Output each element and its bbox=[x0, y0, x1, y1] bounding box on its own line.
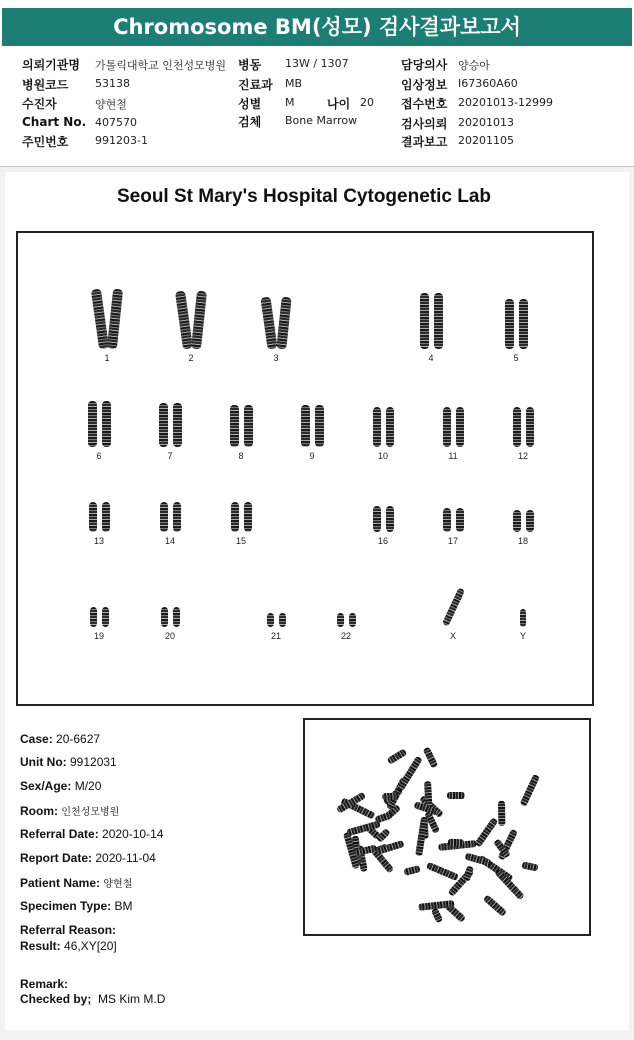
unit-no-value: 9912031 bbox=[70, 755, 117, 769]
metaphase-chromosome bbox=[521, 862, 538, 872]
metaphase-chromosome bbox=[483, 895, 507, 917]
chromosome-label-19: 19 bbox=[93, 631, 104, 641]
metaphase-chromosome bbox=[495, 868, 526, 900]
info-value-department: MB bbox=[285, 77, 303, 90]
metaphase-chromosome bbox=[430, 907, 443, 923]
info-value-sex: M bbox=[285, 96, 295, 109]
result-label: Result: bbox=[20, 939, 61, 953]
info-value-accession: 20201013-12999 bbox=[458, 96, 553, 109]
chromosome-label-15: 15 bbox=[235, 536, 246, 546]
room-label: Room: bbox=[20, 804, 58, 818]
referral-date-value: 2020-10-14 bbox=[102, 827, 164, 841]
chromosome-label-6: 6 bbox=[96, 451, 102, 461]
info-label-report-date: 결과보고 bbox=[401, 135, 448, 149]
chromosome-label-20: 20 bbox=[164, 631, 175, 641]
metaphase-chromosome bbox=[403, 865, 420, 876]
info-label-age: 나이 bbox=[327, 97, 351, 111]
room-row bbox=[20, 803, 119, 818]
patient-info-panel bbox=[0, 48, 634, 167]
info-value-ward: 13W / 1307 bbox=[285, 57, 349, 70]
metaphase-chromosome bbox=[498, 800, 505, 826]
chromosome-X-1 bbox=[441, 587, 464, 626]
chromosome-5-2 bbox=[519, 299, 528, 349]
metaphase-chromosome bbox=[447, 792, 465, 799]
chromosome-10-2 bbox=[386, 407, 394, 447]
unit-no-label: Unit No: bbox=[20, 755, 67, 769]
info-label-department: 진료과 bbox=[238, 78, 273, 92]
info-value-report-date: 20201105 bbox=[458, 134, 514, 147]
chromosome-4-1 bbox=[420, 293, 429, 349]
chromosome-7-2 bbox=[173, 403, 182, 447]
remark-row bbox=[20, 977, 68, 991]
chromosome-label-17: 17 bbox=[447, 536, 458, 546]
metaphase-spread-image bbox=[303, 718, 591, 936]
info-value-specimen: Bone Marrow bbox=[285, 114, 358, 127]
info-value-request-date: 20201013 bbox=[458, 116, 514, 129]
checked-by-row bbox=[20, 992, 165, 1006]
chromosome-7-1 bbox=[159, 403, 168, 447]
chromosome-2-1 bbox=[175, 291, 193, 350]
chromosome-22-1 bbox=[337, 613, 344, 627]
chromosome-9-1 bbox=[301, 405, 310, 447]
chromosome-14-1 bbox=[160, 502, 168, 532]
metaphase-chromosome bbox=[426, 861, 459, 880]
case-value: 20-6627 bbox=[56, 732, 101, 746]
chromosome-label-12: 12 bbox=[517, 451, 528, 461]
patient-name-row bbox=[20, 875, 132, 890]
lab-title: Seoul St Mary's Hospital Cytogenetic Lab bbox=[116, 186, 492, 207]
info-label-sex: 성별 bbox=[238, 97, 262, 111]
chromosome-label-9: 9 bbox=[309, 451, 315, 461]
chromosome-17-1 bbox=[443, 508, 451, 532]
chromosome-label-5: 5 bbox=[513, 353, 519, 363]
chromosome-22-2 bbox=[349, 613, 356, 627]
chromosome-17-2 bbox=[456, 508, 464, 532]
report-date-label: Report Date: bbox=[20, 851, 93, 865]
patient-name-label: Patient Name: bbox=[20, 876, 101, 890]
info-value-chart-no: 407570 bbox=[95, 116, 137, 129]
info-value-patient: 양현철 bbox=[95, 98, 127, 111]
chromosome-label-X: X bbox=[449, 631, 456, 641]
info-label-hospital-code: 병원코드 bbox=[22, 78, 69, 92]
case-row bbox=[20, 732, 100, 746]
info-value-doctor: 양승아 bbox=[458, 59, 490, 72]
info-label-clinical: 임상정보 bbox=[401, 78, 448, 92]
room-value: 인천성모병원 bbox=[61, 807, 120, 818]
report-date-value: 2020-11-04 bbox=[95, 851, 156, 865]
chromosome-10-1 bbox=[373, 407, 381, 447]
chromosome-label-22: 22 bbox=[340, 631, 351, 641]
info-label-chart-no: Chart No. bbox=[22, 115, 87, 129]
chromosome-label-18: 18 bbox=[517, 536, 528, 546]
chromosome-15-1 bbox=[231, 502, 239, 532]
chromosome-18-1 bbox=[513, 510, 521, 532]
referral-date-row bbox=[20, 827, 163, 841]
chromosome-1-2 bbox=[106, 289, 122, 350]
report-date-row bbox=[20, 851, 156, 865]
chromosome-21-2 bbox=[279, 613, 286, 627]
result-value: 46,XY[20] bbox=[64, 939, 117, 953]
cytogenetic-report bbox=[5, 172, 629, 1030]
chromosome-6-1 bbox=[88, 401, 97, 447]
chromosome-label-3: 3 bbox=[273, 353, 279, 363]
chromosome-15-2 bbox=[244, 502, 252, 532]
metaphase-chromosome bbox=[448, 839, 464, 847]
info-value-institution: 가톨릭대학교 인천성모병원 bbox=[95, 59, 227, 72]
metaphase-chromosome bbox=[376, 828, 391, 843]
info-label-specimen: 검체 bbox=[238, 115, 262, 129]
remark-label: Remark: bbox=[20, 977, 69, 991]
metaphase-chromosome bbox=[465, 853, 492, 867]
info-value-clinical: I67360A60 bbox=[458, 77, 518, 90]
specimen-type-label: Specimen Type: bbox=[20, 899, 112, 913]
chromosome-2-2 bbox=[190, 291, 206, 350]
chromosome-20-1 bbox=[161, 607, 168, 627]
chromosome-label-2: 2 bbox=[188, 353, 194, 363]
metaphase-chromosome bbox=[387, 748, 408, 764]
chromosome-21-1 bbox=[267, 613, 274, 627]
result-row bbox=[20, 939, 117, 953]
chromosome-5-1 bbox=[505, 299, 514, 349]
referral-reason-label: Referral Reason: bbox=[20, 923, 117, 937]
chromosome-3-2 bbox=[276, 297, 291, 350]
info-label-resident-no: 주민번호 bbox=[22, 135, 69, 149]
report-title: Chromosome BM(성모) 검사결과보고서 bbox=[2, 8, 632, 46]
sex-age-label: Sex/Age: bbox=[20, 779, 72, 793]
chromosome-8-2 bbox=[244, 405, 253, 447]
referral-date-label: Referral Date: bbox=[20, 827, 99, 841]
chromosome-label-13: 13 bbox=[93, 536, 104, 546]
chromosome-19-2 bbox=[102, 607, 109, 627]
metaphase-chromosome bbox=[520, 774, 540, 807]
checked-by-label: Checked by; bbox=[20, 992, 92, 1006]
info-label-ward: 병동 bbox=[238, 58, 262, 72]
metaphase-chromosome bbox=[376, 841, 405, 856]
info-value-age: 20 bbox=[360, 96, 374, 109]
chromosome-label-10: 10 bbox=[377, 451, 388, 461]
chromosome-Y-1 bbox=[520, 609, 526, 627]
chromosome-6-2 bbox=[102, 401, 111, 447]
chromosome-12-1 bbox=[513, 407, 521, 447]
chromosome-8-1 bbox=[230, 405, 239, 447]
chromosome-19-1 bbox=[90, 607, 97, 627]
chromosome-label-4: 4 bbox=[428, 353, 434, 363]
info-label-patient: 수진자 bbox=[22, 97, 57, 111]
chromosome-label-16: 16 bbox=[377, 536, 388, 546]
chromosome-11-2 bbox=[456, 407, 464, 447]
info-label-request-date: 검사의뢰 bbox=[401, 117, 448, 131]
referral-reason-row bbox=[20, 923, 116, 937]
chromosome-16-2 bbox=[386, 506, 394, 532]
unit-no-row bbox=[20, 755, 117, 769]
chromosome-18-2 bbox=[526, 510, 534, 532]
info-label-accession: 접수번호 bbox=[401, 97, 448, 111]
chromosome-3-1 bbox=[260, 297, 277, 350]
specimen-type-value: BM bbox=[114, 899, 133, 913]
chromosome-label-8: 8 bbox=[238, 451, 244, 461]
sex-age-row bbox=[20, 779, 101, 793]
chromosome-4-2 bbox=[434, 293, 443, 349]
info-label-institution: 의뢰기관명 bbox=[22, 58, 80, 72]
chromosome-12-2 bbox=[526, 407, 534, 447]
metaphase-chromosome bbox=[423, 746, 438, 768]
patient-name-value: 양현철 bbox=[103, 879, 133, 890]
chromosome-11-1 bbox=[443, 407, 451, 447]
specimen-type-row bbox=[20, 899, 132, 913]
chromosome-13-1 bbox=[89, 502, 97, 532]
chromosome-9-2 bbox=[315, 405, 324, 447]
chromosome-label-21: 21 bbox=[270, 631, 281, 641]
case-label: Case: bbox=[20, 732, 53, 746]
info-value-resident-no: 991203-1 bbox=[95, 134, 148, 147]
chromosome-14-2 bbox=[173, 502, 181, 532]
metaphase-chromosome bbox=[382, 793, 399, 801]
header-bar bbox=[0, 0, 634, 48]
checked-by-value: MS Kim M.D bbox=[98, 992, 166, 1006]
info-label-doctor: 담당의사 bbox=[401, 58, 448, 72]
chromosome-label-11: 11 bbox=[448, 451, 458, 461]
chromosome-1-1 bbox=[90, 289, 108, 350]
chromosome-16-1 bbox=[373, 506, 381, 532]
info-value-hospital-code: 53138 bbox=[95, 77, 130, 90]
chromosome-20-2 bbox=[173, 607, 180, 627]
chromosome-label-7: 7 bbox=[167, 451, 173, 461]
metaphase-chromosome bbox=[397, 756, 423, 792]
chromosome-label-14: 14 bbox=[164, 536, 175, 546]
sex-age-value: M/20 bbox=[74, 779, 102, 793]
chromosome-label-1: 1 bbox=[104, 353, 110, 363]
chromosome-13-2 bbox=[102, 502, 110, 532]
karyotype-image bbox=[16, 231, 594, 706]
chromosome-label-Y: Y bbox=[519, 631, 526, 641]
